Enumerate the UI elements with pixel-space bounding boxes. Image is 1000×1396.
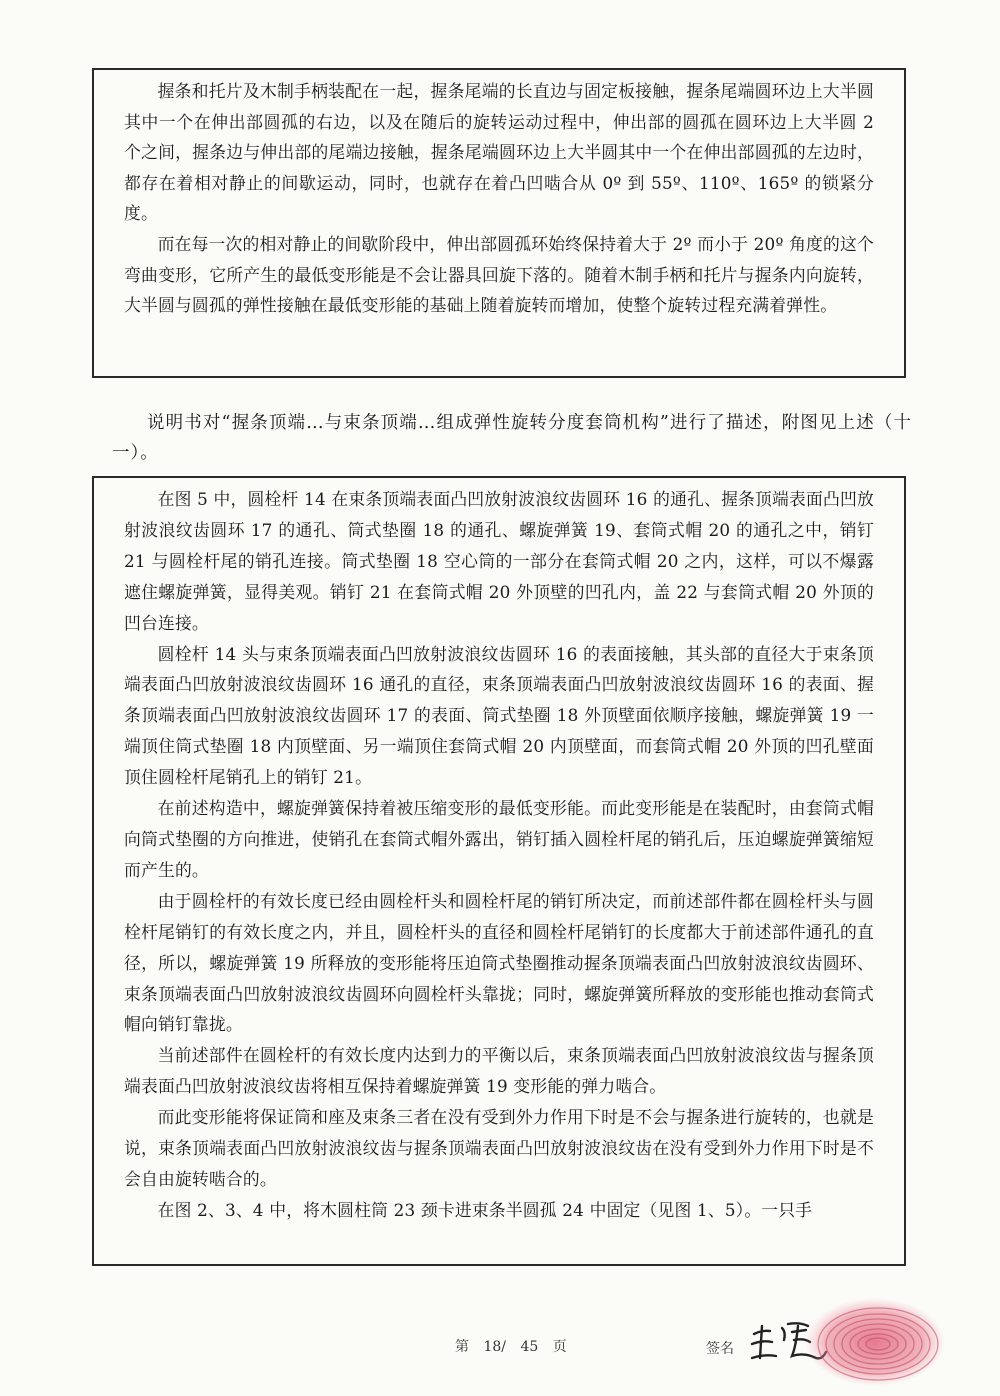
quote-box-1-paragraph-2: 而在每一次的相对静止的间歇阶段中，伸出部圆孤环始终保持着大于 2º 而小于 20º 角度的这个弯曲变形，它所产生的最低变形能是不会让器具回旋下落的。随着木制手柄和托片与握条内向旋转，大半圆与圆孤的弹性接触在最低变形能的基础上随着旋转而增加，使整个旋转过程充满着弹性。: [124, 233, 874, 316]
quote-box-2-paragraph-5: 当前述部件在圆栓杆的有效长度内达到力的平衡以后，束条顶端表面凸凹放射波浪纹齿与握条顶端表面凸凹放射波浪纹齿将相互保持着螺旋弹簧 19 变形能的弹力啮合。: [124, 1045, 874, 1097]
quote-box-2-paragraph-4: 由于圆栓杆的有效长度已经由圆栓杆头和圆栓杆尾的销钉所决定，而前述部件都在圆栓杆头与圆栓杆尾销钉的有效长度之内，并且，圆栓杆头的直径和圆栓杆尾销钉的长度都大于前述部件通孔的直径，所以，螺旋弹簧 19 所释放的变形能将压迫筒式垫圈推动握条顶端表面凸凹放射波浪纹齿圆环、束条顶端表面凸凹放射波浪纹齿圆环向圆栓杆头靠拢；同时，螺旋弹簧所释放的变形能也推动套筒式帽向销钉靠拢。: [124, 890, 874, 1035]
page-total: 45: [520, 1339, 539, 1355]
page-number: [455, 1336, 577, 1356]
thumbprint-stamp: [800, 1290, 950, 1390]
quote-box-2-paragraph-6: 而此变形能将保证筒和座及束条三者在没有受到外力作用下时是不会与握条进行旋转的，也就是说，束条顶端表面凸凹放射波浪纹齿与握条顶端表面凸凹放射波浪纹齿在没有受到外力作用下时是不会自由旋转啮合的。: [124, 1107, 874, 1189]
page-current: 18/: [483, 1339, 506, 1355]
intro-paragraph: 说明书对“握条顶端…与束条顶端…组成弹性旋转分度套筒机构”进行了描述，附图见上述（十一）。: [112, 413, 912, 463]
page-prefix: 第: [455, 1339, 469, 1355]
quote-box-1: [92, 68, 906, 378]
page-suffix: 页: [552, 1339, 567, 1355]
quote-box-1-paragraph-1: 握条和托片及木制手柄装配在一起，握条尾端的长直边与固定板接触，握条尾端圆环边上大半圆其中一个在伸出部圆孤的右边，以及在随后的旋转运动过程中，伸出部的圆孤在圆环边上大半圆 2 个之间，握条边与伸出部的尾端边接触，握条尾端圆环边上大半圆其中一个在伸出部圆孤的左边时，都存在着相对静止的间歇运动，同时，也就存在着凸凹啮合从 0º 到 55º、110º、165º 的锁紧分度。: [124, 81, 874, 224]
quote-box-2-paragraph-7: 在图 2、3、4 中，将木圆柱筒 23 颈卡进束条半圆孤 24 中固定（见图 1、5）。一只手: [157, 1199, 813, 1220]
signature-label: 签名: [706, 1341, 734, 1357]
quote-box-2-paragraph-2: 圆栓杆 14 头与束条顶端表面凸凹放射波浪纹齿圆环 16 的表面接触，其头部的直径大于束条顶端表面凸凹放射波浪纹齿圆环 16 通孔的直径，束条顶端表面凸凹放射波浪纹齿圆环 16 的表面、握条顶端表面凸凹放射波浪纹齿圆环 17 的表面、筒式垫圈 18 外顶壁面依顺序接触，螺旋弹簧 19 一端顶住筒式垫圈 18 内顶壁面、另一端顶住套筒式帽 20 内顶壁面，而套筒式帽 20 外顶的凹孔壁面顶住圆栓杆尾销孔上的销钉 21。: [124, 643, 874, 788]
quote-box-2-paragraph-3: 在前述构造中，螺旋弹簧保持着被压缩变形的最低变形能。而此变形能是在装配时，由套筒式帽向筒式垫圈的方向推进，使销孔在套筒式帽外露出，销钉插入圆栓杆尾的销孔后，压迫螺旋弹簧缩短而产生的。: [124, 798, 874, 880]
quote-box-2-paragraph-1: 在图 5 中，圆栓杆 14 在束条顶端表面凸凹放射波浪纹齿圆环 16 的通孔、握条顶端表面凸凹放射波浪纹齿圆环 17 的通孔、筒式垫圈 18 的通孔、螺旋弹簧 19、套筒式帽 20 的通孔之中，销钉 21 与圆栓杆尾的销孔连接。筒式垫圈 18 空心筒的一部分在套筒式帽 20 之内，这样，可以不爆露遮住螺旋弹簧，显得美观。销钉 21 在套筒式帽 20 外顶壁的凹孔内，盖 22 与套筒式帽 20 外顶的凹台连接。: [124, 489, 874, 633]
quote-box-2: [92, 476, 906, 1266]
